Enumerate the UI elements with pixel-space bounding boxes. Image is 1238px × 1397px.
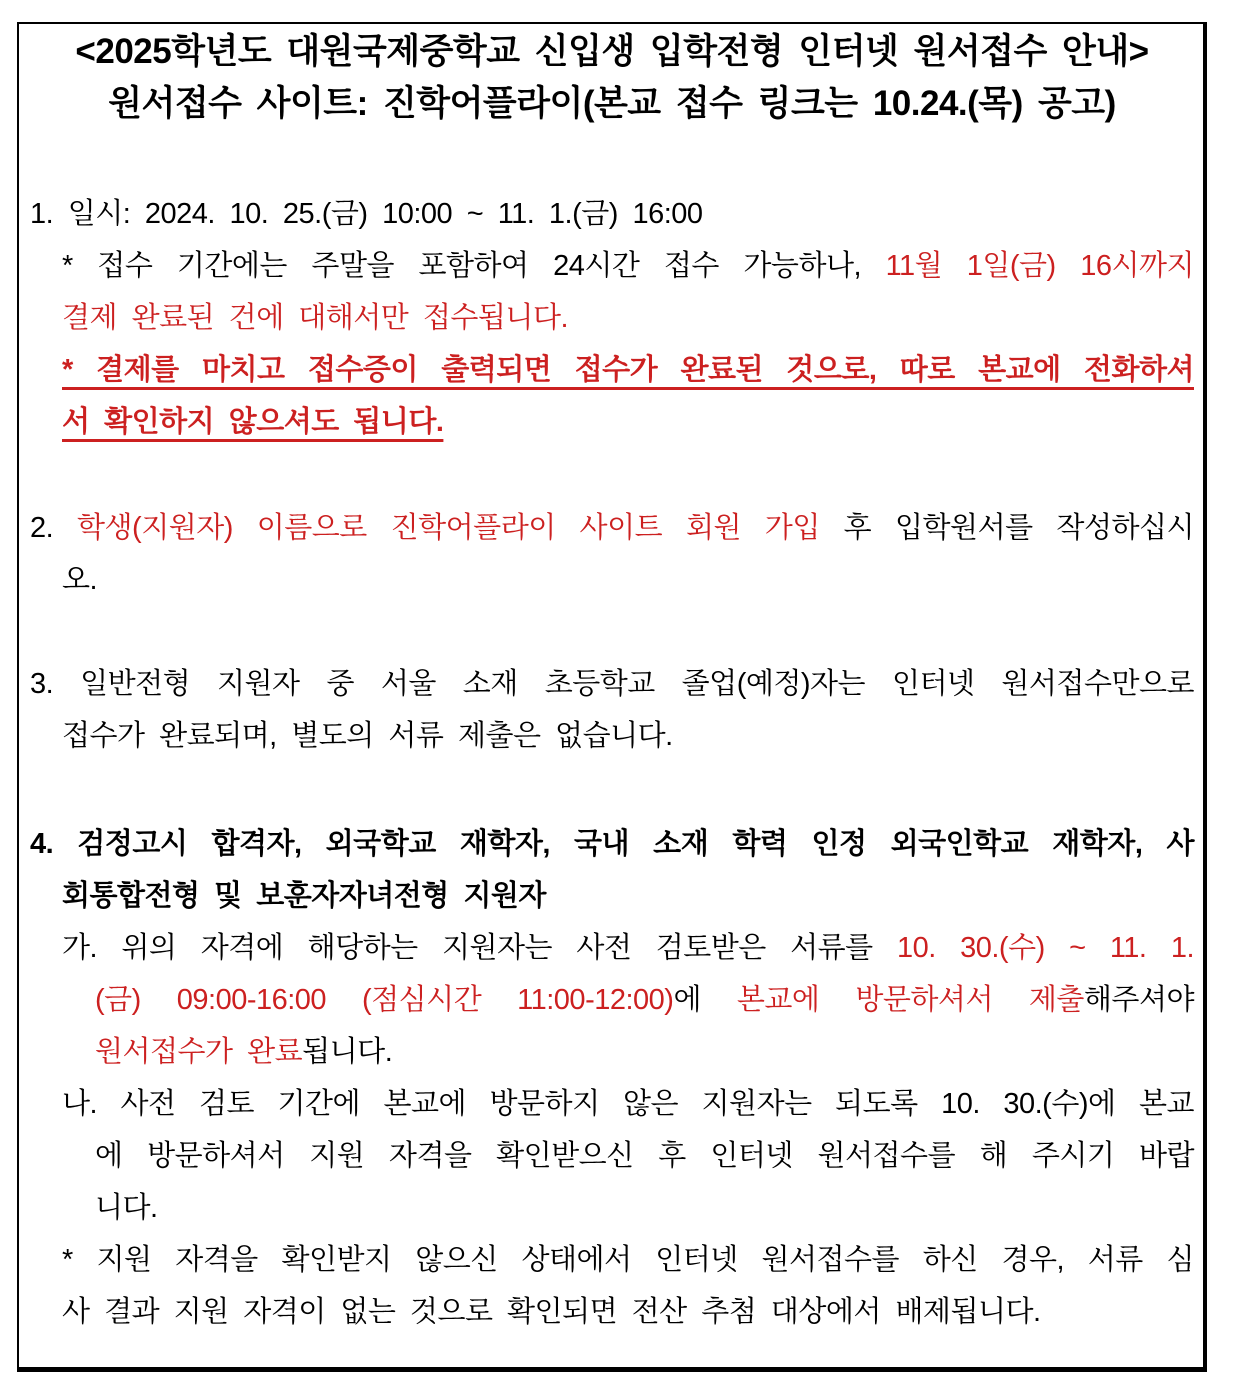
text-segment: 원서접수가 완료 [95, 1036, 303, 1068]
body-line-13 [30, 974, 1194, 1026]
text-segment: 결제 완료된 건에 대해서만 접수됩니다. [62, 302, 569, 334]
text-segment: 2. [30, 512, 78, 544]
text-segment: 에 방문하셔서 지원 자격을 확인받으신 후 인터넷 원서접수를 해 주시기 바랍 [95, 1140, 1194, 1172]
text-segment: 가. 위의 자격에 해당하는 지원자는 사전 검토받은 서류를 [62, 932, 897, 964]
text-segment: 나. 사전 검토 기간에 본교에 방문하지 않은 지원자는 되도록 10. 30.(수)에 본교 [62, 1088, 1194, 1120]
text-segment: 에 [673, 984, 737, 1016]
body-line-3 [30, 292, 1194, 344]
text-segment: (금) 09:00-16:00 (점심시간 11:00-12:00) [95, 984, 674, 1016]
body-line-12 [30, 922, 1194, 974]
body-line-2 [30, 240, 1194, 292]
text-segment: 해주셔야 [1083, 984, 1194, 1016]
text-segment: 11월 1일(금) 16시까지 [885, 250, 1194, 282]
text-segment: 오. [62, 564, 98, 596]
body-lines [30, 188, 1194, 1338]
text-segment: 회통합전형 및 보훈자자녀전형 지원자 [62, 880, 546, 912]
body-line-8 [30, 658, 1194, 710]
text-segment: 서 확인하지 않으셔도 됩니다. [62, 406, 444, 438]
body-line-4 [30, 344, 1194, 396]
document-frame [17, 22, 1207, 1372]
document-title [30, 26, 1194, 130]
text-segment: 4. 검정고시 합격자, 외국학교 재학자, 국내 소재 학력 인정 외국인학교 재학자, 사 [30, 828, 1194, 860]
body-line-7 [30, 554, 1194, 606]
body-line-11 [30, 870, 1194, 922]
text-segment: 니다. [95, 1192, 158, 1224]
title-line-2: 원서접수 사이트: 진학어플라이(본교 접수 링크는 10.24.(목) 공고) [108, 84, 1116, 123]
body-line-15 [30, 1078, 1194, 1130]
text-segment: 3. 일반전형 지원자 중 서울 소재 초등학교 졸업(예정)자는 인터넷 원서접수만으로 [30, 668, 1194, 700]
body-line-18 [30, 1234, 1194, 1286]
text-segment: 후 입학원서를 작성하십시 [819, 512, 1195, 544]
body-line-16 [30, 1130, 1194, 1182]
text-segment: 본교에 방문하셔서 제출 [736, 984, 1084, 1016]
body-line-14 [30, 1026, 1194, 1078]
body-line-1 [30, 188, 1194, 240]
body-line-19 [30, 1286, 1194, 1338]
title-line-1: <2025학년도 대원국제중학교 신입생 입학전형 인터넷 원서접수 안내> [75, 32, 1149, 71]
body-line-6 [30, 502, 1194, 554]
text-segment: * 접수 기간에는 주말을 포함하여 24시간 접수 가능하나, [62, 250, 886, 282]
text-segment: 사 결과 지원 자격이 없는 것으로 확인되면 전산 추첨 대상에서 배제됩니다. [62, 1296, 1041, 1328]
text-segment: 10. 30.(수) ~ 11. 1. [896, 932, 1194, 964]
text-segment: 학생(지원자) 이름으로 진학어플라이 사이트 회원 가입 [77, 512, 820, 544]
body-line-10 [30, 818, 1194, 870]
text-segment: * 결제를 마치고 접수증이 출력되면 접수가 완료된 것으로, 따로 본교에 전화하셔 [62, 354, 1194, 386]
body-line-9 [30, 710, 1194, 762]
text-segment: * 지원 자격을 확인받지 않으신 상태에서 인터넷 원서접수를 하신 경우, 서류 심 [62, 1244, 1194, 1276]
text-segment: 접수가 완료되며, 별도의 서류 제출은 없습니다. [62, 720, 673, 752]
body-line-17 [30, 1182, 1194, 1234]
text-segment: 됩니다. [302, 1036, 393, 1068]
body-line-5 [30, 396, 1194, 448]
text-segment: 1. 일시: 2024. 10. 25.(금) 10:00 ~ 11. 1.(금) 16:00 [30, 198, 703, 230]
